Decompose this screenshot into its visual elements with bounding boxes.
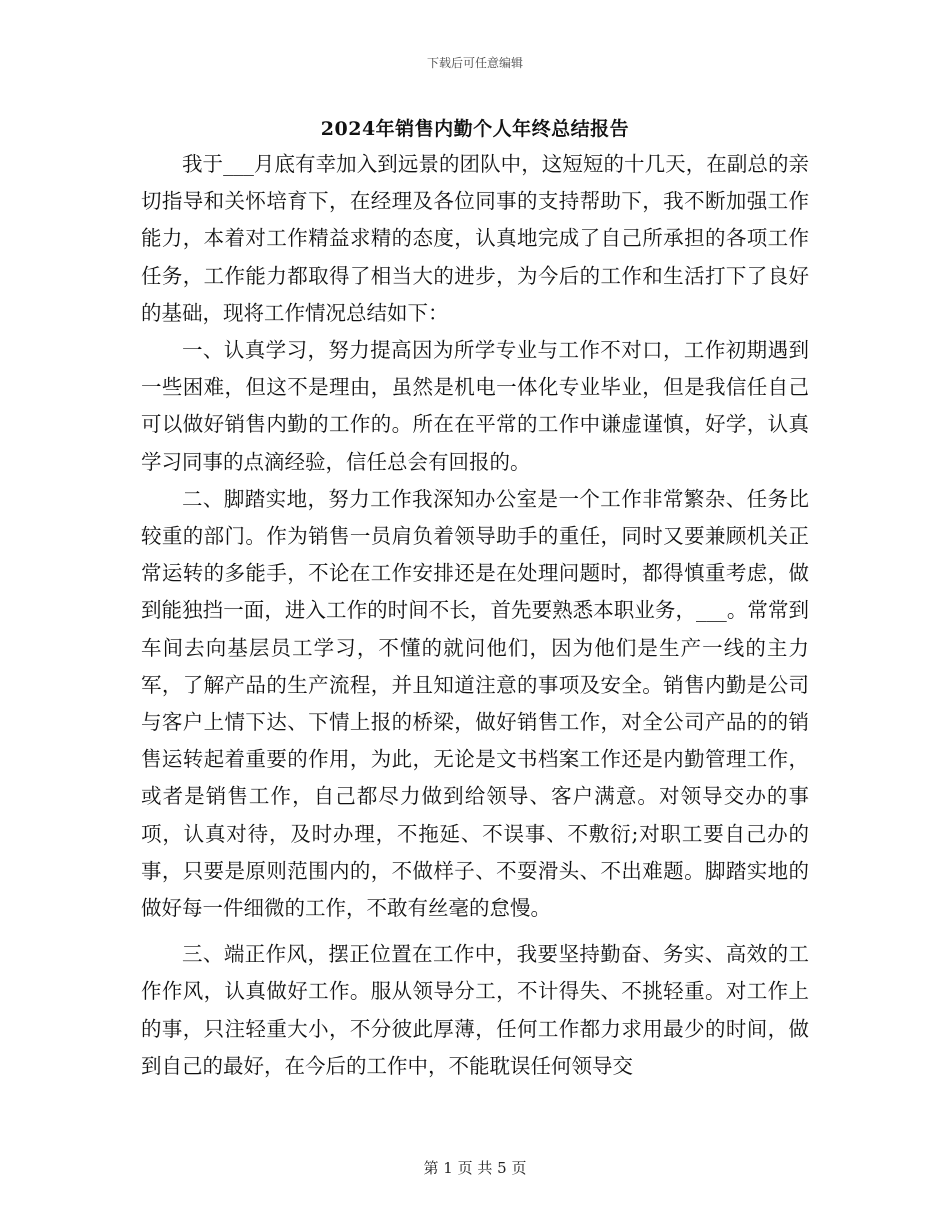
- paragraph-section-1: 一、认真学习，努力提高因为所学专业与工作不对口，工作初期遇到一些困难，但这不是理由，虽然是机电一体化专业毕业，但是我信任自己可以做好销售内勤的工作的。所在在平常的工作中谦虚谨慎，好学，认真学习同事的点滴经验，信任总会有回报的。: [141, 338, 809, 474]
- document-body: [141, 146, 809, 1085]
- paragraph-section-2: 二、脚踏实地，努力工作我深知办公室是一个工作非常繁杂、任务比较重的部门。作为销售一员肩负着领导助手的重任，同时又要兼顾机关正常运转的多能手，不论在工作安排还是在处理问题时，都得慎重考虑，做到能独挡一面，进入工作的时间不长，首先要熟悉本职业务，___。常常到车间去向基层员工学习，不懂的就问他们，因为他们是生产一线的主力军，了解产品的生产流程，并且知道注意的事项及安全。销售内勤是公司与客户上情下达、下情上报的桥梁，做好销售工作，对全公司产品的的销售运转起着重要的作用，为此，无论是文书档案工作还是内勤管理工作，或者是销售工作，自己都尽力做到给领导、客户满意。对领导交办的事项，认真对待，及时办理，不拖延、不误事、不敷衍;对职工要自己办的事，只要是原则范围内的，不做样子、不耍滑头、不出难题。脚踏实地的做好每一件细微的工作，不敢有丝毫的怠慢。: [141, 486, 809, 921]
- paragraph-intro: 我于___月底有幸加入到远景的团队中，这短短的十几天，在副总的亲切指导和关怀培育下，在经理及各位同事的支持帮助下，我不断加强工作能力，本着对工作精益求精的态度，认真地完成了自己所承担的各项工作任务，工作能力都取得了相当大的进步，为今后的工作和生活打下了良好的基础，现将工作情况总结如下：: [141, 152, 809, 325]
- page-number: 第 1 页 共 5 页: [423, 1159, 527, 1177]
- paragraph-section-3: 三、端正作风，摆正位置在工作中，我要坚持勤奋、务实、高效的工作作风，认真做好工作。服从领导分工，不计得失、不挑轻重。对工作上的事，只注轻重大小，不分彼此厚薄，任何工作都力求用最少的时间，做到自己的最好，在今后的工作中，不能耽误任何领导交: [141, 942, 809, 1078]
- header-note: 下载后可任意编辑: [426, 56, 523, 70]
- document-title: 2024年销售内勤个人年终总结报告: [320, 118, 630, 140]
